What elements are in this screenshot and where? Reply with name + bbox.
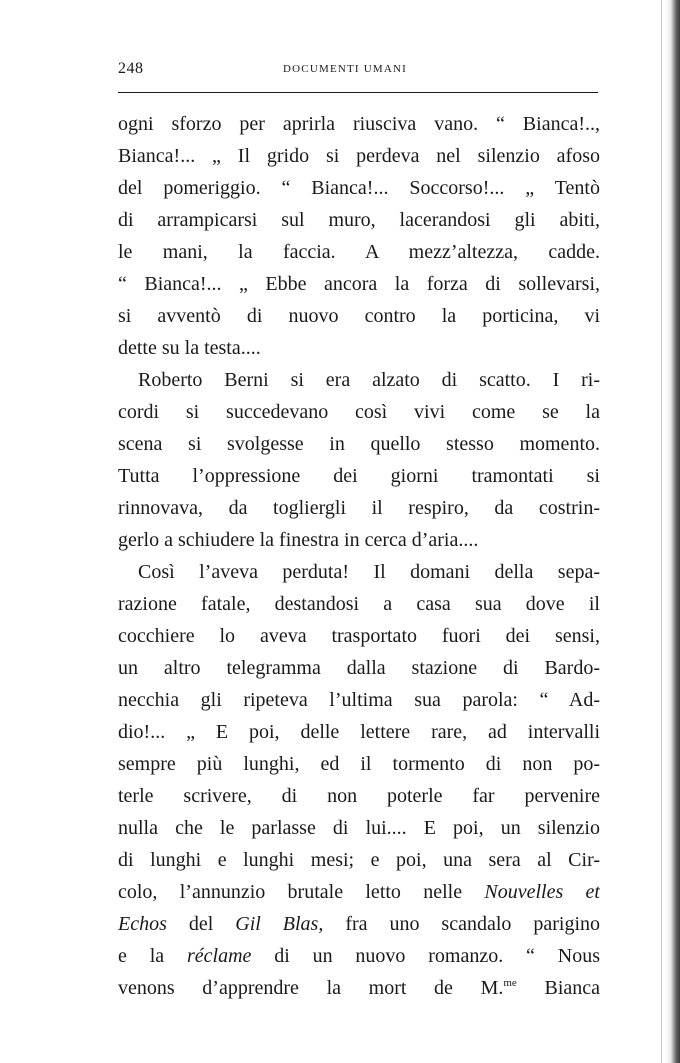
text-fragment: venons d’apprendre la mort de M.: [118, 977, 504, 999]
text-fragment: e la: [118, 945, 165, 967]
text-line: di lunghi e lunghi mesi; e poi, una sera al Cir-: [118, 849, 600, 871]
text-line-mixed: [118, 972, 600, 1004]
text-line-mixed: [118, 940, 600, 972]
text-line: terle scrivere, di non poterle far pervenire: [118, 785, 600, 807]
text-line: Tutta l’oppressione dei giorni tramontati si: [118, 465, 600, 487]
text-line: necchia gli ripeteva l’ultima sua parola: “ Ad-: [118, 689, 600, 711]
text-line: dette su la testa....: [118, 337, 261, 359]
page-number: 248: [118, 60, 144, 77]
text-line: rinnovava, da togliergli il respiro, da costrin-: [118, 497, 600, 519]
text-line: ogni sforzo per aprirla riusciva vano. “ Bianca!..,: [118, 113, 600, 135]
italic-fragment: réclame: [186, 945, 252, 967]
book-spine-shadow: [666, 0, 680, 1063]
text-line-mixed: [118, 876, 600, 908]
text-fragment: fra uno scandalo parigino: [345, 913, 600, 935]
text-line-mixed: [118, 908, 600, 940]
text-line: Bianca!... „ Il grido si perdeva nel silenzio afoso: [118, 145, 600, 167]
text-line: Così l’aveva perduta! Il domani della sepa-: [138, 561, 600, 583]
text-line: dio!... „ E poi, delle lettere rare, ad intervalli: [118, 721, 600, 743]
text-line: “ Bianca!... „ Ebbe ancora la forza di sollevarsi,: [118, 273, 600, 295]
text-line: cocchiere lo aveva trasportato fuori dei sensi,: [118, 625, 600, 647]
running-head: DOCUMENTI UMANI: [283, 63, 408, 75]
text-line: di arrampicarsi sul muro, lacerandosi gli abiti,: [118, 209, 600, 231]
text-fragment: colo, l’annunzio brutale letto nelle: [118, 881, 463, 903]
italic-fragment: Nouvelles et: [484, 881, 600, 903]
italic-fragment: Gil Blas,: [235, 913, 324, 935]
text-line: un altro telegramma dalla stazione di Bardo-: [118, 657, 600, 679]
text-line: cordi si succedevano così vivi come se la: [118, 401, 600, 423]
text-fragment: del: [188, 913, 214, 935]
text-line: Roberto Berni si era alzato di scatto. I ri-: [138, 369, 600, 391]
text-fragment: Bianca: [544, 977, 600, 999]
text-line: nulla che le parlasse di lui.... E poi, un silenzio: [118, 817, 600, 839]
text-line: sempre più lunghi, ed il tormento di non po-: [118, 753, 600, 775]
header-rule: [118, 92, 598, 93]
page-header: [118, 60, 598, 82]
text-line: razione fatale, destandosi a casa sua dove il: [118, 593, 600, 615]
text-line: gerlo a schiudere la finestra in cerca d’aria....: [118, 529, 479, 551]
superscript-fragment: me: [503, 977, 517, 989]
italic-fragment: Echos: [118, 913, 167, 935]
body-text: [118, 108, 600, 1004]
text-line: si avventò di nuovo contro la porticina, vi: [118, 305, 600, 327]
page-edge-line: [661, 0, 662, 1063]
text-line: del pomeriggio. “ Bianca!... Soccorso!... „ Tentò: [118, 177, 600, 199]
text-line: scena si svolgesse in quello stesso momento.: [118, 433, 600, 455]
text-line: le mani, la faccia. A mezz’altezza, cadde.: [118, 241, 600, 263]
text-fragment: di un nuovo romanzo. “ Nous: [274, 945, 600, 967]
